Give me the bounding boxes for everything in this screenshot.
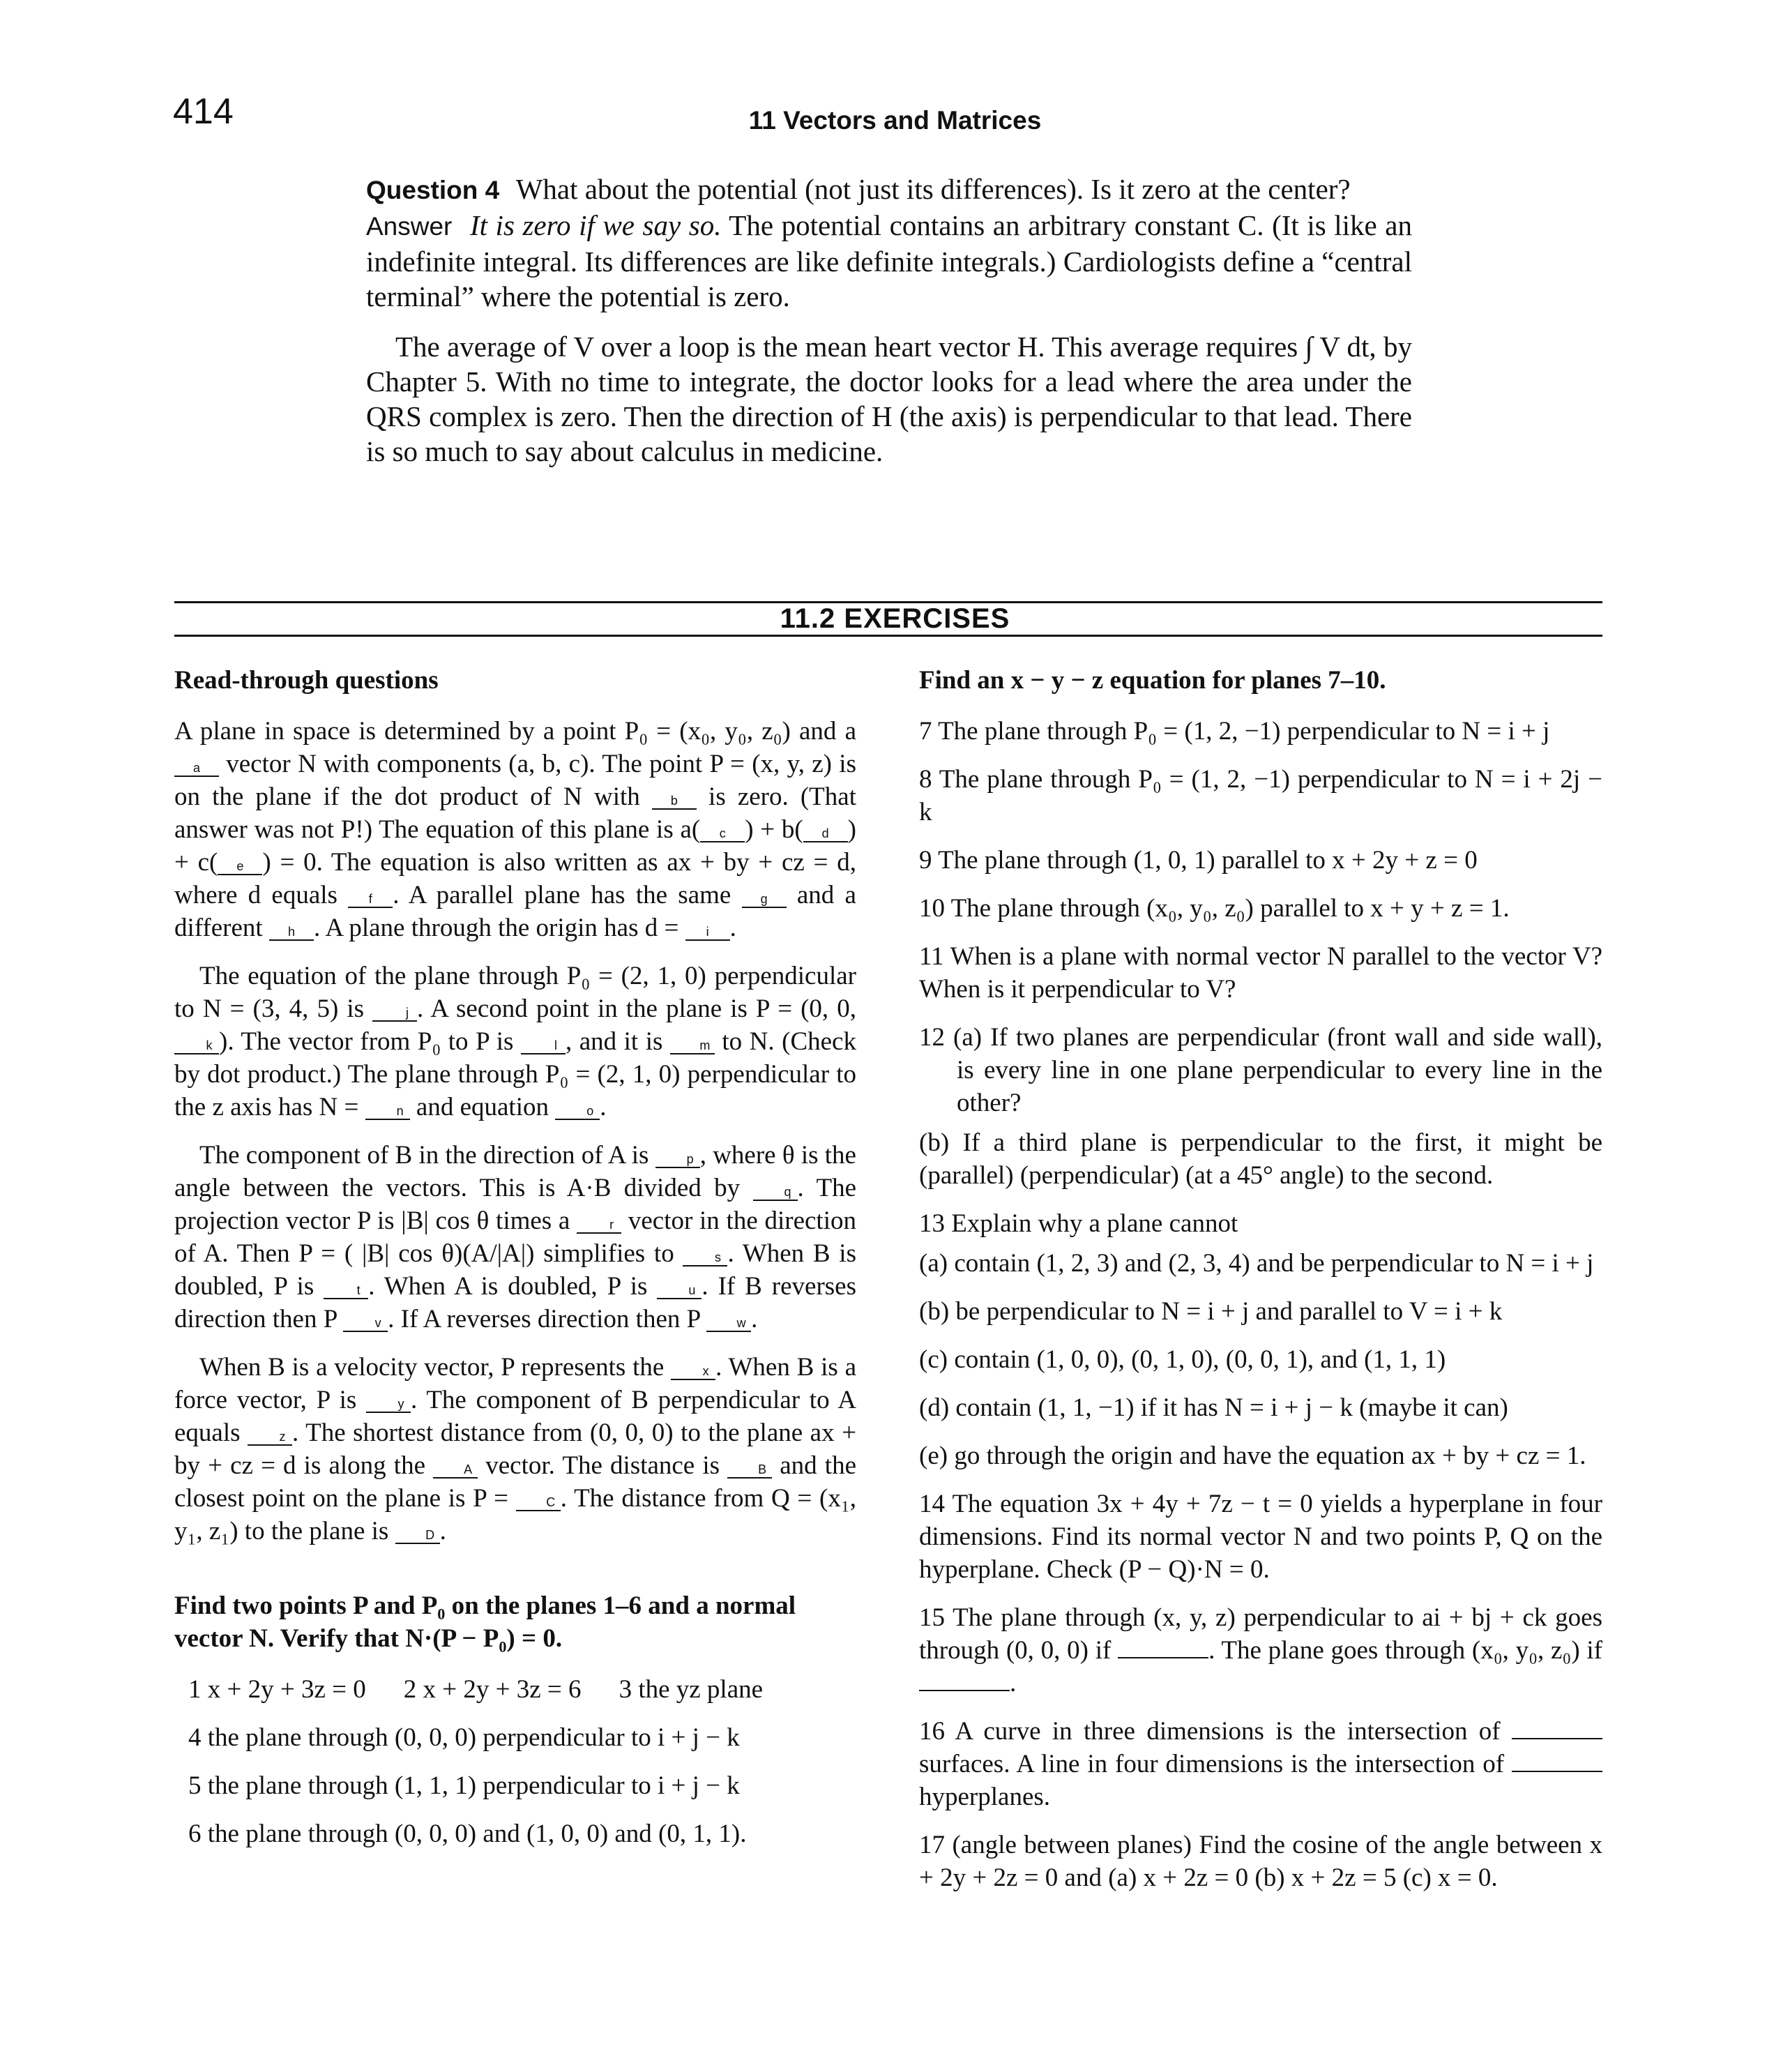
- paragraph-text: . The component of B perpendicular to A equals: [174, 1386, 856, 1447]
- exercise-8: 8 The plane through P₀ = (1, 2, −1) perpendicular to N = i + 2j − k: [919, 765, 1602, 826]
- read-through-p4: [174, 1351, 856, 1548]
- right-column: [919, 664, 1602, 1910]
- exercise-17: 17 (angle between planes) Find the cosine of the angle between x + 2y + 2z = 0 and (a) x + 2z = 0 (b) x + 2z = 5 (c) x = 0.: [919, 1831, 1602, 1892]
- read-through-p1: [174, 715, 856, 944]
- paragraph-text: . A second point in the plane is P = (0, 0,: [417, 995, 856, 1023]
- fill-in-blank: f: [348, 891, 393, 908]
- fill-in-blank: r: [577, 1217, 621, 1234]
- fill-in-blank: q: [753, 1184, 798, 1201]
- paragraph-text: , and it is: [565, 1027, 670, 1056]
- exercise-16-text-c: hyperplanes.: [919, 1783, 1051, 1811]
- read-through-heading: Read-through questions: [174, 666, 439, 695]
- paragraph-text: ) + c(: [174, 815, 856, 877]
- exercise-row-1-3: [188, 1673, 856, 1706]
- paragraph-text: to N. (Check by dot product.) The plane through P₀ = (2, 1, 0) perpendicular to the z axis has N =: [174, 1027, 856, 1121]
- fill-in-blank: h: [269, 924, 314, 941]
- exercise-1: 1 x + 2y + 3z = 0: [188, 1675, 366, 1704]
- intro-text: [366, 172, 1412, 484]
- fill-in-blank: o: [555, 1103, 600, 1120]
- exercise-4: 4 the plane through (0, 0, 0) perpendicular to i + j − k: [188, 1723, 740, 1752]
- fill-in-blank: s: [683, 1250, 727, 1266]
- answer-label: Answer: [366, 212, 453, 241]
- running-head: 11 Vectors and Matrices: [748, 106, 1042, 135]
- paragraph-text: The equation of the plane through P₀ = (2, 1, 0) perpendicular to N = (3, 4, 5) is: [174, 962, 856, 1023]
- exercise-12a: 12 (a) If two planes are perpendicular (front wall and side wall), is every line in one plane perpendicular to every line in the other?: [919, 1023, 1602, 1117]
- paragraph-text: ) = 0. The equation is also written as ax + by + cz = d, where d equals: [174, 848, 856, 909]
- exercise-16-text-b: surfaces. A line in four dimensions is the intersection of: [919, 1750, 1505, 1778]
- fill-in-blank: v: [343, 1315, 388, 1332]
- paragraph-text: , where θ is the angle between the vectors. This is A·B divided by: [174, 1141, 856, 1202]
- exercise-9: 9 The plane through (1, 0, 1) parallel to x + 2y + z = 0: [919, 846, 1478, 875]
- fill-in-blank: u: [657, 1283, 701, 1299]
- paragraph-text: . The shortest distance from (0, 0, 0) to the plane ax + by + cz = d is along the: [174, 1419, 856, 1480]
- exercise-16-blank-1: [1512, 1738, 1602, 1739]
- paragraph-text: . When A is doubled, P is: [368, 1272, 658, 1301]
- fill-in-blank: y: [366, 1396, 411, 1413]
- exercise-16-blank-2: [1512, 1771, 1602, 1772]
- paragraph-text: and a different: [174, 881, 856, 942]
- exercise-13d: (d) contain (1, 1, −1) if it has N = i + j − k (maybe it can): [919, 1393, 1508, 1422]
- fill-in-blank: z: [248, 1429, 292, 1446]
- exercise-15-text-b: . The plane goes through (x₀, y₀, z₀) if: [1208, 1636, 1602, 1665]
- fill-in-blank: b: [652, 793, 697, 810]
- fill-in-blank: j: [372, 1005, 417, 1022]
- paragraph-text: . If A reverses direction then P: [388, 1305, 707, 1333]
- paragraph-text: is zero. (That answer was not P!) The equation of this plane is a(: [174, 782, 856, 844]
- fill-in-blank: c: [700, 826, 745, 842]
- fill-in-blank: A: [433, 1462, 478, 1479]
- paragraph-text: .: [600, 1093, 607, 1121]
- exercise-6: 6 the plane through (0, 0, 0) and (1, 0, 0) and (0, 1, 1).: [188, 1820, 747, 1848]
- fill-in-blank: D: [395, 1527, 440, 1544]
- exercise-12b: (b) If a third plane is perpendicular to the first, it might be (parallel) (perpendicular) (at a 45° angle) to the second.: [919, 1128, 1602, 1190]
- fill-in-blank: g: [742, 891, 787, 908]
- section-rule-bottom: [174, 635, 1602, 637]
- paragraph-text: . A plane through the origin has d =: [313, 914, 685, 942]
- answer-text: The potential contains an arbitrary constant C. (It is like an indefinite integral. Its differences are like definite integrals.) Cardiologists define a “central terminal” where the potential is zero.: [366, 209, 1413, 312]
- read-through-p3: [174, 1139, 856, 1336]
- fill-in-blank: d: [803, 826, 848, 842]
- exercise-15-text-c: .: [1010, 1669, 1017, 1697]
- exercise-13c: (c) contain (1, 0, 0), (0, 1, 0), (0, 0, 1), and (1, 1, 1): [919, 1345, 1446, 1374]
- fill-in-blank: l: [521, 1038, 566, 1054]
- fill-in-blank: n: [365, 1103, 410, 1120]
- paragraph-text: . The projection vector P is |B| cos θ times a: [174, 1174, 856, 1235]
- paragraph-text: . When B is doubled, P is: [174, 1239, 856, 1301]
- read-through-p2: [174, 960, 856, 1124]
- section-title: 11.2 EXERCISES: [780, 603, 1010, 634]
- exercise-13b: (b) be perpendicular to N = i + j and parallel to V = i + k: [919, 1297, 1503, 1326]
- paragraph-text: When B is a velocity vector, P represents the: [199, 1353, 672, 1382]
- fill-in-blank: C: [516, 1495, 561, 1511]
- fill-in-blank: m: [670, 1038, 715, 1054]
- left-column: [174, 664, 856, 1866]
- question-label: Question 4: [366, 176, 500, 204]
- exercise-13: 13 Explain why a plane cannot: [919, 1209, 1238, 1238]
- paragraph-text: .: [439, 1517, 446, 1545]
- paragraph-text: .: [751, 1305, 758, 1333]
- exercise-10: 10 The plane through (x₀, y₀, z₀) parallel to x + y + z = 1.: [919, 894, 1510, 923]
- exercise-3: 3 the yz plane: [619, 1675, 764, 1704]
- paragraph-text: . If B reverses direction then P: [174, 1272, 857, 1333]
- exercise-13a: (a) contain (1, 2, 3) and (2, 3, 4) and be perpendicular to N = i + j: [919, 1249, 1594, 1278]
- paragraph-text: . A parallel plane has the same: [393, 881, 742, 909]
- exercise-11: 11 When is a plane with normal vector N parallel to the vector V? When is it perpendicular to V?: [919, 942, 1602, 1004]
- question-text: What about the potential (not just its differences). Is it zero at the center?: [515, 173, 1351, 205]
- paragraph-text: and equation: [409, 1093, 556, 1121]
- paragraph-text: .: [729, 914, 736, 942]
- fill-in-blank: k: [174, 1038, 219, 1054]
- paragraph-text: vector. The distance is: [478, 1451, 728, 1480]
- fill-in-blank: p: [655, 1151, 700, 1168]
- fill-in-blank: x: [671, 1363, 715, 1380]
- answer-emph: It is zero if we say so.: [469, 209, 722, 241]
- paragraph-text: A plane in space is determined by a point P₀ = (x₀, y₀, z₀) and a: [174, 717, 856, 746]
- paragraph-text: The component of B in the direction of A is: [199, 1141, 655, 1170]
- exercise-16-text-a: 16 A curve in three dimensions is the intersection of: [919, 1717, 1501, 1746]
- exercise-14: 14 The equation 3x + 4y + 7z − t = 0 yields a hyperplane in four dimensions. Find its normal vector N and two points P, Q on the hyperplane. Check (P − Q)·N = 0.: [919, 1490, 1602, 1584]
- paragraph-text: ) + b(: [745, 815, 803, 844]
- exercise-15-blank-2: [919, 1690, 1010, 1691]
- question-4: [366, 172, 1412, 314]
- fill-in-blank: B: [727, 1462, 772, 1479]
- fill-in-blank: a: [174, 760, 219, 777]
- paragraph-text: vector in the direction of A. Then P = ( |B| cos θ)(A/|A|) simplifies to: [174, 1207, 856, 1268]
- paragraph-text: . The distance from Q = (x₁, y₁, z₁) to the plane is: [174, 1484, 856, 1545]
- fill-in-blank: i: [685, 924, 730, 941]
- fill-in-blank: t: [324, 1283, 368, 1299]
- exercise-5: 5 the plane through (1, 1, 1) perpendicular to i + j − k: [188, 1771, 740, 1800]
- paragraph-text: ). The vector from P₀ to P is: [219, 1027, 521, 1056]
- find-equation-heading: Find an x − y − z equation for planes 7–10.: [919, 666, 1386, 695]
- find-points-heading: Find two points P and P₀ on the planes 1–6 and a normal vector N. Verify that N·(P − P₀) = 0.: [174, 1591, 796, 1653]
- exercise-16: [919, 1715, 1602, 1813]
- page-number: 414: [173, 91, 234, 132]
- exercise-7: 7 The plane through P₀ = (1, 2, −1) perpendicular to N = i + j: [919, 717, 1550, 746]
- exercise-15-text-a: 15 The plane through (x, y, z) perpendicular to ai + bj + ck goes through (0, 0, 0) if: [919, 1603, 1602, 1665]
- exercise-15-blank-1: [1118, 1657, 1208, 1658]
- paragraph-text: . When B is a force vector, P is: [174, 1353, 856, 1414]
- paragraph-text: vector N with components (a, b, c). The point P = (x, y, z) is on the plane if the dot product of N with: [174, 750, 856, 811]
- exercise-2: 2 x + 2y + 3z = 6: [403, 1675, 582, 1704]
- exercise-13e: (e) go through the origin and have the equation ax + by + cz = 1.: [919, 1442, 1586, 1470]
- exercise-15: [919, 1601, 1602, 1700]
- fill-in-blank: w: [706, 1315, 751, 1332]
- fill-in-blank: e: [218, 859, 262, 875]
- paragraph-text: and the closest point on the plane is P =: [174, 1451, 857, 1513]
- intro-paragraph-2: The average of V over a loop is the mean heart vector H. This average requires ∫ V dt, by Chapter 5. With no time to integrate, the doctor looks for a lead where the area under the QRS complex is zero. Then the direction of H (the axis) is perpendicular to that lead. There is so much to say about calculus in medicine.: [366, 331, 1412, 467]
